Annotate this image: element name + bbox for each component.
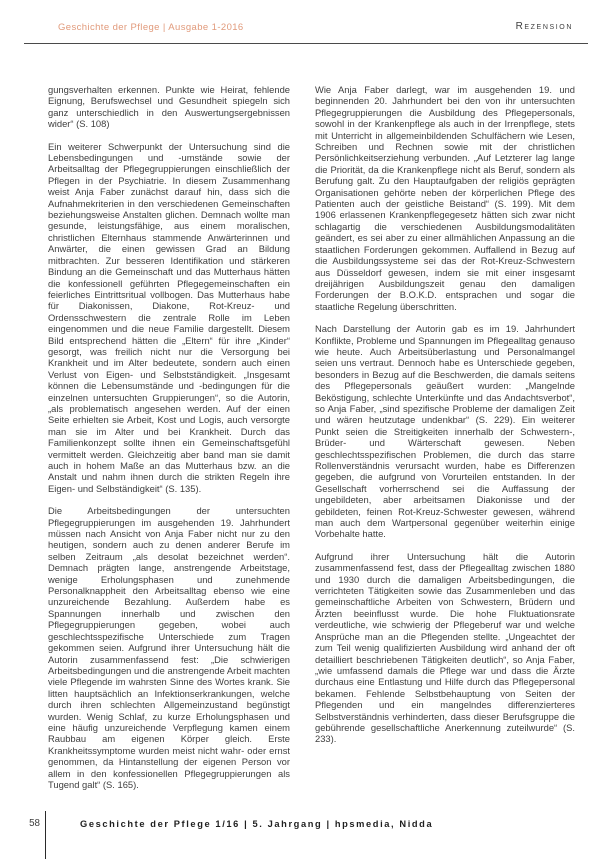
paragraph-right-1: Wie Anja Faber darlegt, war im ausgehenden 19. und beginnenden 20. Jahrhundert bei den von ihr untersuchten Pflegegruppierungen die Ausbildung des Pflegepersonals, sowohl in der Krankenpflege als auch in der Irrenpflege, stets mit Unterricht in allgemeinbildenden Schulfächern wie Lesen, Schreiben und Rechnen sowie mit der christlichen Persönlichkeitserziehung verbunden. „Auf Letzterer lag lange die Priorität, da die Krankenpflege nicht als Beruf, sondern als Berufung galt. Zu den Hauptaufgaben der religiös geprägten Organisationen gehörte neben der körperlichen Pflege des Patienten auch der geistliche Beistand“ (S. 199). Mit dem 1906 erlassenen Krankenpflegegesetz hätten sich zwar nicht schlagartig die verschiedenen Ausbildungsmodalitäten geändert, es sei aber zu einer allmählichen Anpassung an die staatlichen Forderungen gekommen. Auffallend in Bezug auf die Ausbildungssysteme sei das der Rot-Kreuz-Schwestern aus Düsseldorf gewesen, indem sie mit einer insgesamt dreijährigen Ausbildungszeit genau den damaligen Forderungen der B.O.K.D. entsprachen und sogar die staatliche Regelung überschritten. [315,84,575,312]
right-column [315,84,575,801]
paragraph-left-3: Die Arbeitsbedingungen der untersuchten Pflegegruppierungen im ausgehenden 19. Jahrhundert müssen nach Ansicht von Anja Faber nicht nur zu den heutigen, sondern auch zu denen anderer Berufe im selben Zeitraum „als desolat bezeichnet werden“. Demnach prägten lange, anstrengende Arbeitstage, wenige Erholungsphasen und zunehmende Personalknappheit den Arbeitsalltag ebenso wie eine unzureichende Bezahlung. Außerdem habe es Spannungen innerhalb und zwischen den Pflegegruppierungen gegeben, wobei auch geschlechtsspezifische Unterschiede zum Tragen gekommen seien. Aufgrund ihrer Untersuchung hält die Autorin zusammenfassend fest: „Die schwierigen Arbeitsbedingungen und die anstrengende Arbeit machten viele Pflegende im wahrsten Sinne des Wortes krank. Sie litten hauptsächlich an Infektionserkrankungen, welche durch ihren schlechten Allgemeinzustand begünstigt wurden. Wenig Schlaf, zu kurze Erholungsphasen und eine häufig unzureichende Verpflegung kamen einem Raubbau am eigenen Körper gleich. Erste Krankheitssymptome wurden meist nicht wahr- oder ernst genommen, da Hintanstellung der eigenen Person vor allem in den konfessionellen Pflegegruppierungen als Tugend galt“ (S. 165). [48,505,290,790]
footer-divider [45,811,46,859]
section-label: Rezension [515,21,573,32]
left-column [48,84,290,801]
paragraph-left-2: Ein weiterer Schwerpunkt der Untersuchung sind die Lebensbedingungen und -umstände sowie der Arbeitsalltag der Pflegegruppierungen einschließlich der Pflegen in der Psychiatrie. In diesem Zusammenhang weist Anja Faber zunächst darauf hin, dass sich die Aufnahmekriterien in den verschiedenen Gemeinschaften beziehungsweise Anstalten glichen. Demnach wollte man gesunde, leistungsfähige, aus einem moralischen, christlichen Elternhaus stammende Anwärterinnen und Anwärter, die einen gewissen Grad an Bildung mitbrachten. Zur besseren Identifikation und stärkeren Bindung an die Gemeinschaft und das Mutterhaus hätten die konfessionell geführten Pflegegemeinschaften ein feierliches Eintrittsritual vollbogen. Das Mutterhaus habe für Diakonissen, Diakone, Rot-Kreuz- und Ordensschwestern die zentrale Rolle im Leben eingenommen und die neue Familie dargestellt. Diesem Bild entsprechend hätten die „Eltern“ für ihre „Kinder“ gesorgt, was freilich nicht nur die Versorgung bei Krankheit und im Alter bedeutete, sondern auch einen Verlust von Eigen- und Selbstständigkeit. „Insgesamt können die Lebensumstände und -bedingungen für die einzelnen untersuchten Gruppierungen“, so die Autorin, „als problematisch angesehen werden. Auf der einen Seite erhielten sie Arbeit, Kost und Logis, auch versorgte man sie im Alter und bei Krankheit. Durch das Familienkonzept sollte ihnen ein Gemeinschaftsgefühl vermittelt werden. Gleichzeitig aber band man sie damit auch in hohem Maße an das Mutterhaus bzw. an die Anstalt und nahm ihnen durch die strikten Regeln ihre Eigen- und Selbständigkeit“ (S. 135). [48,140,290,494]
footer-imprint: Geschichte der Pflege 1/16 | 5. Jahrgang | hpsmedia, Nidda [80,819,434,829]
paragraph-right-2: Nach Darstellung der Autorin gab es im 19. Jahrhundert Konflikte, Probleme und Spannungen im Pflegealltag genauso wie heute. Auch Arbeitsüberlastung und Personalmangel seien uns vertraut. Dennoch habe es Unterschiede gegeben, besonders in Bezug auf die Beschwerden, die damals seitens des Pflegepersonals geäußert wurden: „Mangelnde Beköstigung, schlechte Unterkünfte und das Andachtsverbot“, so Anja Faber, „sind spezifische Probleme der damaligen Zeit und wären heutzutage undenkbar“ (S. 229). Ein weiterer Punkt seien die Streitigkeiten innerhalb der Schwestern-, Brüder- und Wärterschaft gewesen. Neben geschlechtsspezifischen Problemen, die durch das starre Rollenverständnis verursacht wurden, habe es Differenzen gegeben, die aufgrund von Vorurteilen entstanden. In der Gesellschaft vorherrschend sei die Auffassung der ungebildeten, aber arbeitsamen Diakonisse und der gebildeten, feinen Rot-Kreuz-Schwester gewesen, während man auch dem Wartpersonal gegenüber weiterhin einige Vorbehalte hatte. [315,323,575,540]
paragraph-right-3: Aufgrund ihrer Untersuchung hält die Autorin zusammenfassend fest, dass der Pflegealltag zwischen 1880 und 1930 durch die damaligen Arbeitsbedingungen, die verrichteten Tätigkeiten sowie das Zusammenleben und das gemeinschaftliche Arbeiten von Schwestern, Brüdern und Ärzten beeinflusst wurde. Die hohe Fluktuationsrate verdeutliche, wie schwierig der Pflegeberuf war und welche Ansprüche man an die Pflegenden stellte. „Ungeachtet der zum Teil wenig qualifizierten Ausbildung wird anhand der oft detailliert beschriebenen Tätigkeiten deutlich“, so Anja Faber, „wie umfassend damals die Pflege war und dass die Ärzte durchaus eine Entlastung und Hilfe durch das Pflegepersonal bekamen. Fehlende Selbstbehauptung von Seiten der Pflegenden und ein mangelndes differenzierteres Selbstverständnis verhinderten, dass dieser Berufsgruppe die gebührende gesellschaftliche Anerkennung zuteilwurde“ (S. 233). [315,550,575,745]
page-number: 58 [29,818,40,829]
article-body [48,84,575,801]
journal-title: Geschichte der Pflege | Ausgabe 1-2016 [58,22,244,33]
paragraph-left-1: gungsverhalten erkennen. Punkte wie Heirat, fehlende Eignung, Berufswechsel und Gesundheit spiegeln sich ganz unterschiedlich in den Auswertungsergebnissen wider“ (S. 108) [48,84,290,130]
header-rule [24,43,588,44]
